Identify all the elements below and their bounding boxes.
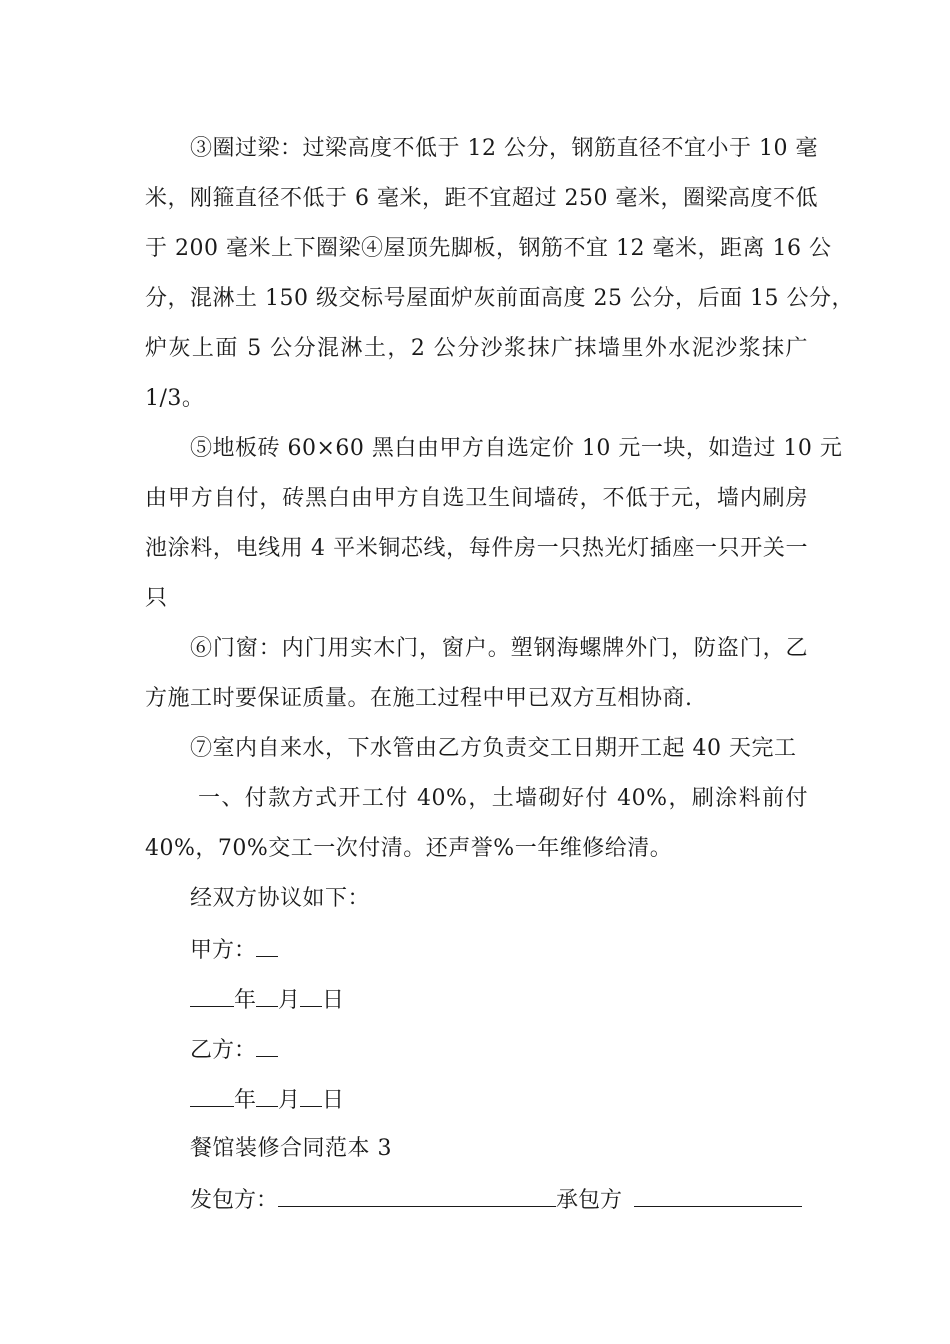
party-a-day-label: 日 — [322, 988, 345, 1013]
party-a-date — [190, 984, 344, 1016]
paragraph-7-line-1: ⑦室内自来水，下水管由乙方负责交工日期开工起 40 天完工 — [190, 736, 797, 761]
contractor-blank — [634, 1184, 802, 1207]
paragraph-3-line-4: 分，混淋土 150 级交标号屋面炉灰前面高度 25 公分，后面 15 公分， — [145, 286, 854, 311]
paragraph-5-line-3: 池涂料，电线用 4 平米铜芯线，每件房一只热光灯插座一只开关一 — [145, 536, 808, 561]
payment-line-1: 一、付款方式开工付 40%，土墙砌好付 40%，刷涂料前付 — [198, 786, 808, 811]
paragraph-5-line-2: 由甲方自付，砖黑白由甲方自选卫生间墙砖，不低于元，墙内刷房 — [145, 486, 808, 511]
paragraph-3-line-5: 炉灰上面 5 公分混淋土，2 公分沙浆抹广抹墙里外水泥沙浆抹广 — [145, 336, 808, 361]
party-b-blank — [256, 1034, 278, 1057]
contract-parties-line — [190, 1184, 802, 1216]
party-b-day-label: 日 — [322, 1088, 345, 1113]
party-b-label: 乙方： — [190, 1038, 257, 1063]
paragraph-5-line-4: 只 — [145, 586, 168, 611]
payment-line-2: 40%，70%交工一次付清。还声誉%一年维修给清。 — [145, 836, 673, 861]
agreement-intro: 经双方协议如下： — [190, 886, 371, 911]
party-b-date — [190, 1084, 344, 1116]
paragraph-6-line-2: 方施工时要保证质量。在施工过程中甲已双方互相协商. — [145, 686, 693, 711]
employer-blank — [278, 1184, 556, 1207]
employer-label: 发包方： — [190, 1188, 279, 1213]
contractor-label: 承包方 — [556, 1188, 623, 1213]
paragraph-3-line-1: ③圈过梁：过梁高度不低于 12 公分，钢筋直径不宜小于 10 毫 — [190, 136, 818, 161]
paragraph-3-line-3: 于 200 毫米上下圈梁④屋顶先脚板，钢筋不宜 12 毫米，距离 16 公 — [145, 236, 832, 261]
party-a-year-label: 年 — [234, 988, 257, 1013]
party-b-month-blank — [256, 1084, 278, 1107]
party-a-month-blank — [256, 984, 278, 1007]
party-b-year-label: 年 — [234, 1088, 257, 1113]
party-b-signature — [190, 1034, 278, 1066]
party-a-signature — [190, 934, 278, 966]
paragraph-6-line-1: ⑥门窗：内门用实木门，窗户。塑钢海螺牌外门，防盗门，乙 — [190, 636, 808, 661]
section-title: 餐馆装修合同范本 3 — [190, 1136, 392, 1161]
party-a-blank — [256, 934, 278, 957]
party-a-day-blank — [300, 984, 322, 1007]
paragraph-5-line-1: ⑤地板砖 60×60 黑白由甲方自选定价 10 元一块，如造过 10 元 — [190, 436, 843, 461]
party-b-day-blank — [300, 1084, 322, 1107]
paragraph-3-line-2: 米，刚箍直径不低于 6 毫米，距不宜超过 250 毫米，圈梁高度不低 — [145, 186, 818, 211]
party-b-year-blank — [190, 1084, 234, 1107]
party-a-year-blank — [190, 984, 234, 1007]
party-b-month-label: 月 — [278, 1088, 301, 1113]
party-a-label: 甲方： — [190, 938, 257, 963]
party-a-month-label: 月 — [278, 988, 301, 1013]
paragraph-3-line-6: 1/3。 — [145, 386, 205, 411]
